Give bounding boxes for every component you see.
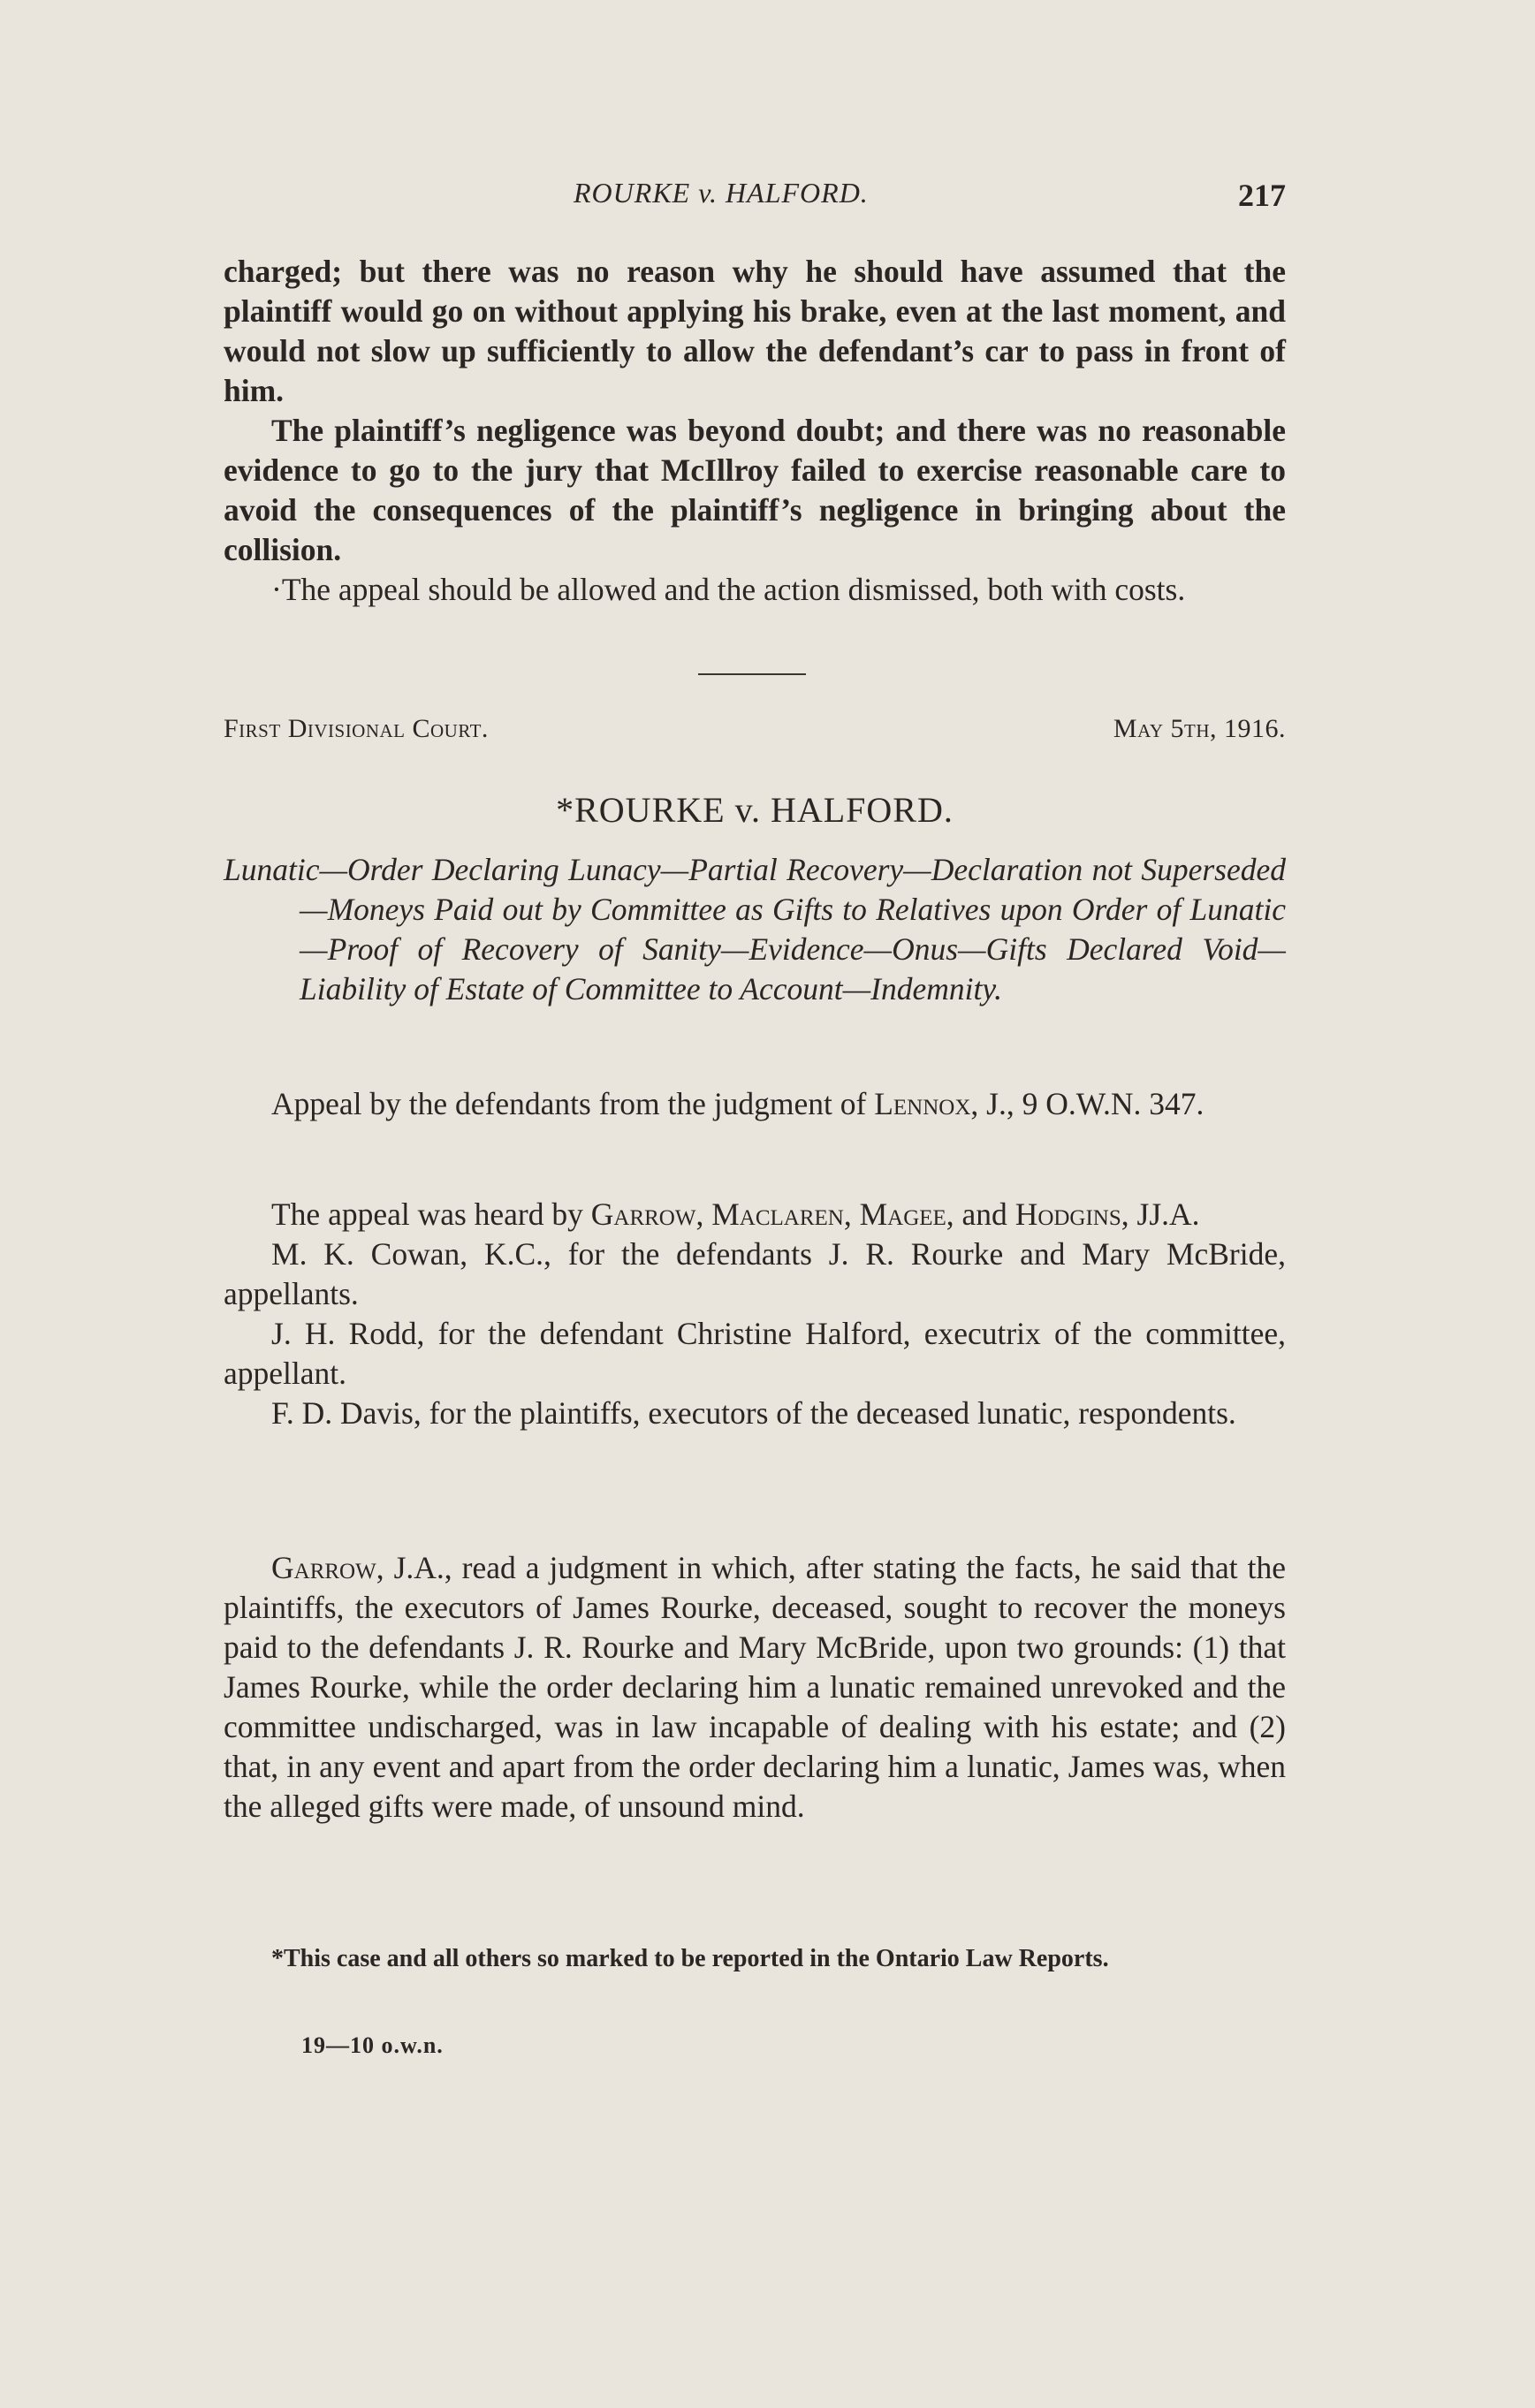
text-span: , and [946,1196,1015,1232]
judge-name: Garrow [271,1550,376,1585]
paragraph: ·The appeal should be allowed and the action dismissed, both with costs. [271,572,1186,607]
running-title: ROURKE v. HALFORD. [574,177,869,209]
text-span: , JJ.A. [1121,1196,1200,1232]
text-span: , J., 9 O.W.N. 347. [970,1086,1204,1121]
text-span: , [695,1196,712,1232]
judge-name: Garrow [590,1196,696,1232]
decision-date: May 5th, 1916. [1113,714,1286,743]
counsel-line: F. D. Davis, for the plaintiffs, executors of the deceased lunatic, respondents. [271,1395,1236,1431]
court-line [224,714,1286,744]
bench-and-counsel [224,1195,1286,1433]
signature-mark [224,2032,1286,2059]
judge-name: Maclaren [711,1196,844,1232]
headnote-text: Lunatic—Order Declaring Lunacy—Partial Recovery—Declaration not Superseded—Moneys Paid out by Committee as Gifts to Relatives upon Order of Lunatic—Proof of Recovery of Sanity—Evidence—Onus—Gifts Declared Void—Liability of Estate of Committee to Account—Indemnity. [224,852,1286,1006]
page-number: 217 [1238,178,1286,213]
continuation-text [224,252,1286,610]
section-divider [698,673,806,675]
text-span: , J.A., read a judgment in which, after stating the facts, he said that the plaintiffs, the executors of James Rourke, deceased, sought to recover the moneys paid to the defendants J. R. Rourke and Mary McBride, upon two grounds: (1) that James Rourke, while the order declaring him a lunatic remained unrevoked and the committee undischarged, was in law incapable of dealing with his estate; and (2) that, in any event and apart from the order declaring him a lunatic, James was, when the alleged gifts were made, of unsound mind. [224,1550,1286,1824]
case-title: *ROURKE v. HALFORD. [556,790,954,830]
court-name: First Divisional Court. [224,714,489,743]
judge-name: Hodgins [1014,1196,1121,1232]
paragraph [224,1084,1286,1124]
judgment-text [224,1548,1286,1827]
counsel-line: M. K. Cowan, K.C., for the defendants J. R. Rourke and Mary McBride, appellants. [224,1236,1286,1311]
paragraph: charged; but there was no reason why he should have assumed that the plaintiff would go on without applying his brake, even at the last moment, and would not slow up sufficiently to allow the defendant’s car to pass in front of him. [224,254,1286,408]
paragraph [224,1195,1286,1234]
headnote [224,850,1286,1009]
text-span: Appeal by the defendants from the judgment of [271,1086,875,1121]
footnote [224,1941,1286,1977]
counsel-line: J. H. Rodd, for the defendant Christine Halford, executrix of the committee, appellant. [224,1316,1286,1391]
signature-text: 19—10 o.w.n. [301,2032,444,2058]
text-span: The appeal was heard by [271,1196,591,1232]
judge-name: Magee [859,1196,946,1232]
running-header [224,177,1286,221]
paragraph: The plaintiff’s negligence was beyond doubt; and there was no reasonable evidence to go to the jury that McIllroy failed to exercise reasonable care to avoid the consequences of the plaintiff’s negligence in bringing about the collision. [224,413,1286,567]
paragraph [224,1548,1286,1827]
appeal-statement [224,1084,1286,1124]
judge-name: Lennox [874,1086,971,1121]
text-span: , [843,1196,860,1232]
footnote-text: *This case and all others so marked to be reported in the Ontario Law Reports. [271,1945,1109,1972]
